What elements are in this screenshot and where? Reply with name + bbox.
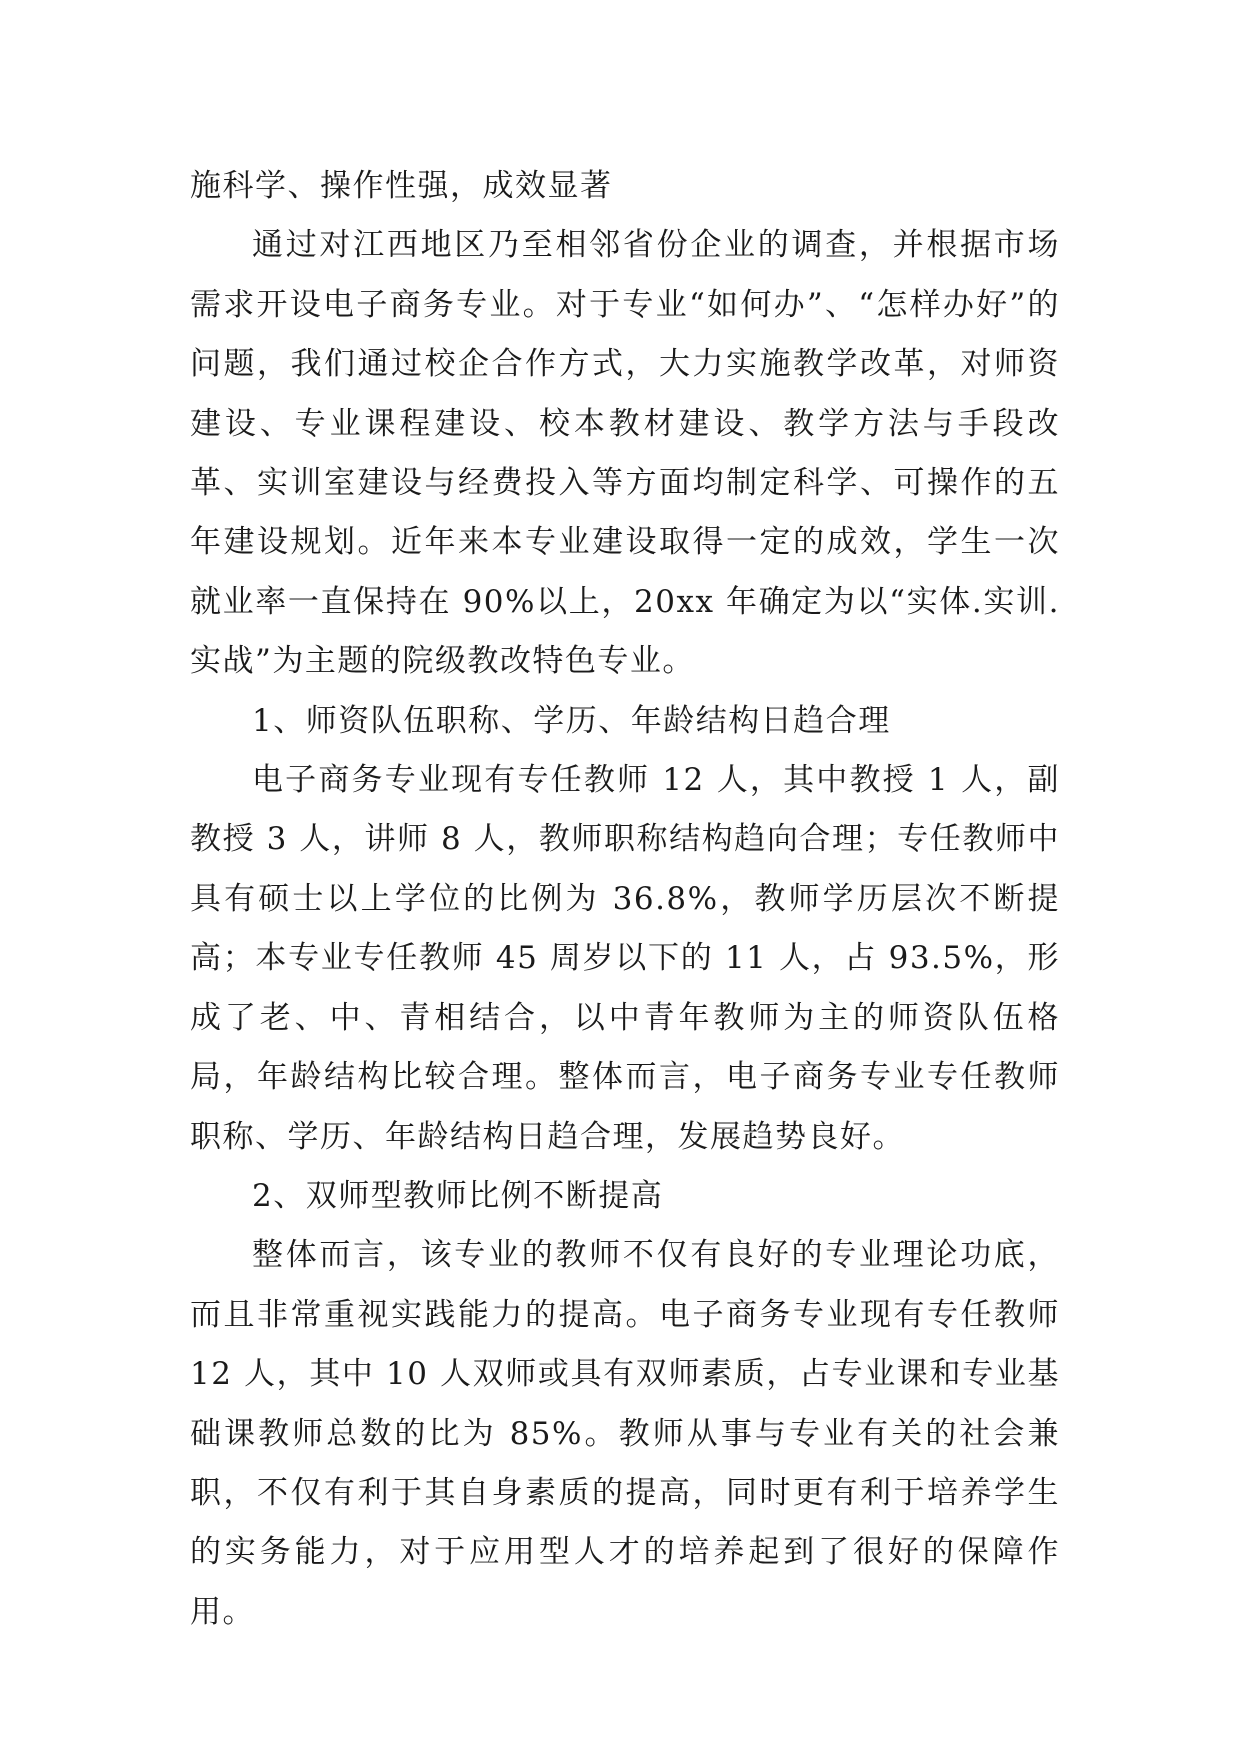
paragraph-dual-teachers: 整体而言，该专业的教师不仅有良好的专业理论功底，而且非常重视实践能力的提高。电子商务专业现有专任教师 12 人，其中 10 人双师或具有双师素质，占专业课和专业基础课教师总数的比为 85%。教师从事与专业有关的社会兼职，不仅有利于其自身素质的提高，同时更有利于培养学生的实务能力，对于应用型人才的培养起到了很好的保障作用。 (190, 1237, 1060, 1630)
document-page (190, 157, 1060, 1642)
paragraph-faculty-structure: 电子商务专业现有专任教师 12 人，其中教授 1 人，副教授 3 人，讲师 8 人，教师职称结构趋向合理；专任教师中具有硕士以上学位的比例为 36.8%，教师学历层次不断提高；本专业专任教师 45 周岁以下的 11 人，占 93.5%，形成了老、中、青相结合，以中青年教师为主的师资队伍格局，年龄结构比较合理。整体而言，电子商务专业专任教师职称、学历、年龄结构日趋合理，发展趋势良好。 (190, 762, 1060, 1155)
paragraph-continuation: 施科学、操作性强，成效显著 (190, 168, 613, 204)
section-heading-2: 2、双师型教师比例不断提高 (252, 1177, 664, 1214)
section-heading-1: 1、师资队伍职称、学历、年龄结构日趋合理 (252, 702, 891, 739)
paragraph-intro: 通过对江西地区乃至相邻省份企业的调查，并根据市场需求开设电子商务专业。对于专业“如何办”、“怎样办好”的问题，我们通过校企合作方式，大力实施教学改革，对师资建设、专业课程建设、校本教材建设、教学方法与手段改革、实训室建设与经费投入等方面均制定科学、可操作的五年建设规划。近年来本专业建设取得一定的成效，学生一次就业率一直保持在 90%以上，20xx 年确定为以“实体.实训.实战”为主题的院级教改特色专业。 (190, 227, 1060, 680)
